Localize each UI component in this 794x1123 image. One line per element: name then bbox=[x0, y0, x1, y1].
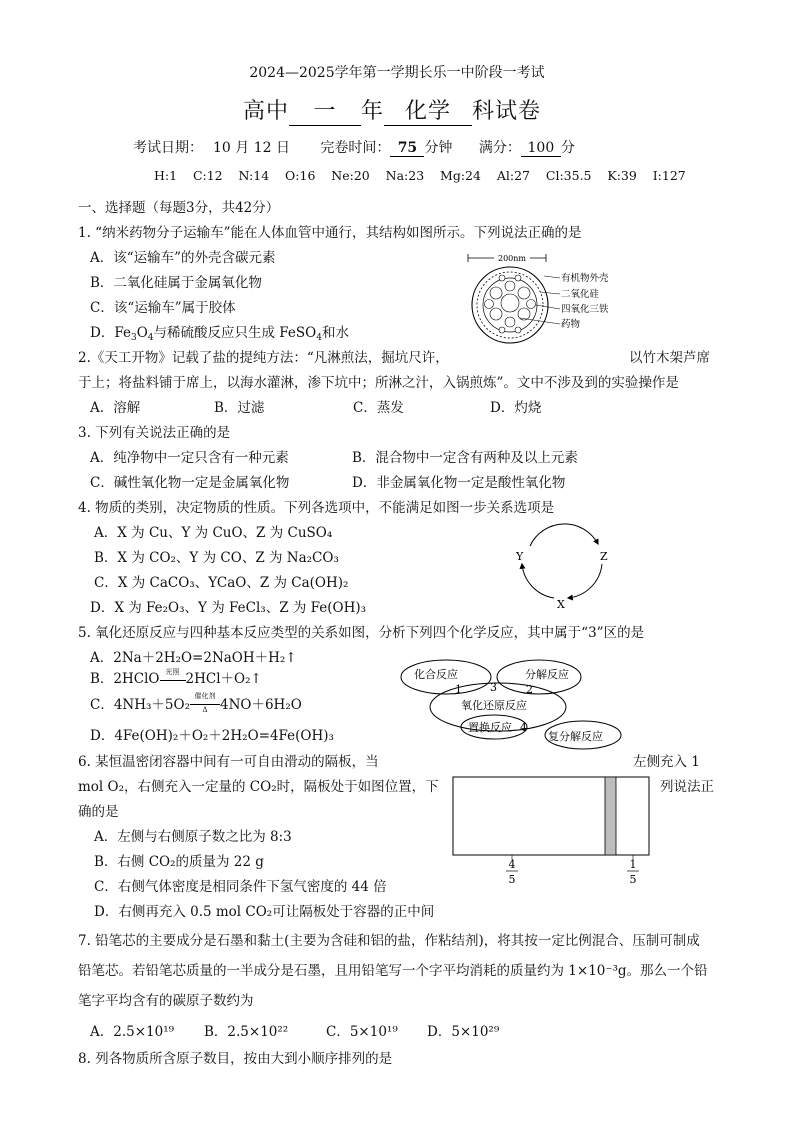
q7-option-b: B．2.5×10²² bbox=[204, 1024, 289, 1040]
q2-option-b: B．过滤 bbox=[214, 400, 265, 416]
title-grade: 一 bbox=[289, 94, 361, 126]
title-subject: 化学 bbox=[384, 94, 472, 126]
particle bbox=[485, 300, 494, 309]
q5-c-arrow bbox=[190, 692, 220, 714]
time-label: 完卷时间： bbox=[320, 140, 391, 156]
q4-option-c: C．X 为 CaCO₃、YCaO、Z 为 Ca(OH)₂ bbox=[94, 575, 349, 591]
q7-option-c: C．5×10¹⁹ bbox=[326, 1024, 398, 1040]
q7-option-d: D．5×10²⁹ bbox=[427, 1024, 500, 1040]
label-drug: 药物 bbox=[561, 319, 581, 330]
q4-option-d: D．X 为 Fe₂O₃、Y 为 FeCl₃、Z 为 Fe(OH)₃ bbox=[90, 600, 367, 616]
particle bbox=[499, 327, 505, 333]
q5-option-a: A．2Na＋2H₂O=2NaOH＋H₂↑ bbox=[90, 650, 297, 666]
q3-option-b: B．混合物中一定含有两种及以上元素 bbox=[352, 450, 578, 466]
reaction-type-venn bbox=[398, 652, 624, 752]
q6-stem-e: 确的是 bbox=[78, 804, 119, 820]
right-fraction-numerator: 1 bbox=[629, 858, 637, 871]
q6-option-d: D．右侧再充入 0.5 mol CO₂可让隔板处于容器的正中间 bbox=[94, 904, 435, 920]
region-1: 1 bbox=[455, 683, 462, 696]
left-fraction-denominator: 5 bbox=[508, 873, 516, 886]
label-combination: 化合反应 bbox=[414, 668, 458, 681]
q6-stem-c: mol O₂，右侧充入一定量的 CO₂时，隔板处于如图位置，下 bbox=[78, 779, 439, 795]
particle bbox=[515, 275, 521, 281]
label-decomposition: 分解反应 bbox=[525, 668, 569, 681]
q1-d-sub: 4 bbox=[316, 333, 322, 343]
q1-option-c: C．该“运输车”属于胶体 bbox=[90, 300, 236, 316]
exam-info-line bbox=[133, 137, 575, 157]
q4-stem: 4. 物质的类别，决定物质的性质。下列各选项中，不能满足如图一步关系选项是 bbox=[78, 500, 555, 516]
q1-option-d bbox=[90, 321, 349, 343]
q5-c-condition: 催化剂 bbox=[194, 692, 216, 700]
particle bbox=[490, 287, 502, 299]
region-2: 2 bbox=[526, 683, 533, 696]
arrow-x-to-y bbox=[522, 564, 554, 598]
q5-c-lhs: C．4NH₃＋5O₂ bbox=[90, 697, 190, 713]
q1-d-sub: 4 bbox=[147, 333, 154, 343]
q2-stem-a: 2.《天工开物》记载了盐的提纯方法：“凡淋煎法，掘坑尺许， bbox=[78, 350, 449, 366]
q7-stem-b: 铅笔芯。若铅笔芯质量的一半成分是石墨，且用铅笔写一个字平均消耗的质量约为 1×10⁻³g。那么一个铅 bbox=[78, 963, 708, 979]
q1-option-b: B．二氧化硅属于金属氧化物 bbox=[90, 275, 262, 291]
q7-stem-c: 笔字平均含有的碳原子数约为 bbox=[78, 993, 254, 1009]
leader-line bbox=[544, 276, 560, 278]
container-box bbox=[453, 777, 649, 855]
drug-core bbox=[501, 294, 519, 312]
region-4: 4 bbox=[520, 721, 527, 734]
q1-option-a: A．该“运输车”的外壳含碳元素 bbox=[90, 250, 276, 266]
q7-option-a: A．2.5×10¹⁹ bbox=[90, 1024, 175, 1040]
q4-option-b: B．X 为 CO₂、Y 为 CO、Z 为 Na₂CO₃ bbox=[94, 550, 339, 566]
q4-option-a: A．X 为 Cu、Y 为 CuO、Z 为 CuSO₄ bbox=[94, 525, 333, 541]
q1-d-sub: 3 bbox=[130, 333, 137, 343]
q1-d-part: 与稀硫酸反应只生成 FeSO bbox=[153, 325, 317, 341]
right-fraction-denominator: 5 bbox=[629, 873, 637, 886]
label-organic-shell: 有机物外壳 bbox=[561, 273, 609, 284]
q8-stem: 8. 列各物质所含原子数目，按由大到小顺序排列的是 bbox=[78, 1051, 393, 1067]
time-value: 75 bbox=[390, 140, 424, 157]
scale-label: 200nm bbox=[497, 254, 527, 263]
particle-cluster bbox=[485, 275, 536, 333]
q5-option-d: D．4Fe(OH)₂＋O₂＋2H₂O=4Fe(OH)₃ bbox=[90, 728, 334, 744]
q6-option-b: B．右侧 CO₂的质量为 22 g bbox=[94, 854, 264, 870]
label-displacement: 置换反应 bbox=[468, 721, 512, 734]
q5-b-arrow bbox=[160, 668, 186, 681]
date-value: 10 月 12 日 bbox=[213, 140, 290, 156]
time-unit: 分钟 bbox=[424, 140, 453, 156]
title-suffix: 科试卷 bbox=[472, 99, 542, 124]
particle bbox=[518, 308, 530, 320]
node-x: X bbox=[557, 598, 565, 610]
q2-option-a: A．溶解 bbox=[90, 400, 141, 416]
q5-b-condition: 光照 bbox=[165, 668, 180, 676]
q3-option-d: D．非金属氧化物一定是酸性氧化物 bbox=[352, 475, 566, 491]
q6-option-a: A．左侧与右侧原子数之比为 8:3 bbox=[94, 829, 292, 845]
q1-stem: 1. “纳米药物分子运输车”能在人体血管中通行，其结构如图所示。下列说法正确的是 bbox=[78, 225, 582, 241]
arrow-y-to-z bbox=[530, 524, 598, 546]
q1-d-part: O bbox=[136, 325, 148, 341]
particle bbox=[499, 275, 505, 281]
q5-b-rhs: 2HCl＋O₂↑ bbox=[185, 671, 262, 687]
q3-option-a: A．纯净物中一定只含有一种元素 bbox=[90, 450, 289, 466]
q2-option-c: C．蒸发 bbox=[353, 400, 404, 416]
q2-option-d: D．灼烧 bbox=[490, 400, 542, 416]
page-title bbox=[243, 94, 541, 126]
q5-c-rhs: 4NO＋6H₂O bbox=[219, 697, 302, 713]
partition bbox=[605, 777, 616, 855]
q6-option-c: C．右侧气体密度是相同条件下氢气密度的 44 倍 bbox=[94, 879, 387, 895]
container-figure bbox=[452, 776, 652, 888]
node-y: Y bbox=[516, 550, 524, 563]
label-redox: 氧化还原反应 bbox=[461, 699, 527, 712]
q5-stem: 5. 氧化还原反应与四种基本反应类型的关系如图，分析下列四个化学反应，其中属于“3”区的是 bbox=[78, 625, 645, 641]
q2-stem-b: 以竹木架芦席 bbox=[629, 350, 710, 366]
q3-stem: 3. 下列有关说法正确的是 bbox=[78, 425, 231, 441]
q3-option-c: C．碱性氧化物一定是金属氧化物 bbox=[90, 475, 290, 491]
label-double-displacement: 复分解反应 bbox=[548, 730, 603, 743]
q1-d-part: D．Fe bbox=[90, 325, 131, 341]
nanoparticle-figure bbox=[460, 248, 630, 348]
title-year: 年 bbox=[361, 99, 385, 124]
leader-line bbox=[540, 292, 560, 294]
q5-c-heat: Δ bbox=[202, 706, 208, 714]
school-line: 2024—2025学年第一学期长乐一中阶段一考试 bbox=[249, 65, 545, 81]
score-value: 100 bbox=[521, 140, 561, 157]
arrow-z-to-x bbox=[568, 564, 602, 598]
q5-b-lhs: B．2HClO bbox=[90, 671, 160, 687]
q7-stem-a: 7. 铅笔芯的主要成分是石墨和黏土(主要为含硅和铝的盐，作粘结剂)，将其按一定比例混合、压制可制成 bbox=[78, 933, 700, 949]
particle bbox=[505, 317, 515, 327]
q1-d-part: 和水 bbox=[321, 325, 349, 341]
score-label: 满分： bbox=[478, 140, 521, 156]
region-3: 3 bbox=[490, 681, 497, 694]
title-prefix: 高中 bbox=[243, 99, 290, 124]
q2-stem-c: 于上；将盐料铺于席上，以海水灌淋，渗下坑中；所淋之汁，入锅煎炼”。文中不涉及到的实验操作是 bbox=[78, 375, 679, 391]
label-silica: 二氧化硅 bbox=[561, 289, 600, 300]
leader-line bbox=[520, 318, 560, 324]
particle bbox=[490, 308, 502, 320]
q6-stem-d: 列说法正 bbox=[660, 779, 714, 795]
q6-stem-b: 左侧充入 1 bbox=[633, 754, 700, 770]
particle bbox=[527, 300, 536, 309]
atomic-masses: H:1 C:12 N:14 O:16 Ne:20 Na:23 Mg:24 Al:27 Cl:35.5 K:39 I:127 bbox=[154, 168, 686, 183]
q5-option-b bbox=[90, 667, 262, 687]
score-unit: 分 bbox=[560, 140, 575, 156]
date-label: 考试日期： bbox=[133, 140, 203, 156]
node-z: Z bbox=[600, 550, 608, 563]
xyz-cycle-figure bbox=[510, 518, 620, 610]
particle bbox=[505, 281, 515, 291]
q6-stem-a: 6. 某恒温密闭容器中间有一可自由滑动的隔板，当 bbox=[78, 754, 379, 770]
label-fe3o4: 四氧化三铁 bbox=[561, 304, 609, 315]
particle bbox=[518, 287, 530, 299]
q5-option-c bbox=[90, 693, 302, 713]
left-fraction-numerator: 4 bbox=[508, 858, 516, 871]
particle bbox=[515, 327, 521, 333]
section-heading: 一、选择题（每题3分，共42分） bbox=[78, 200, 280, 216]
